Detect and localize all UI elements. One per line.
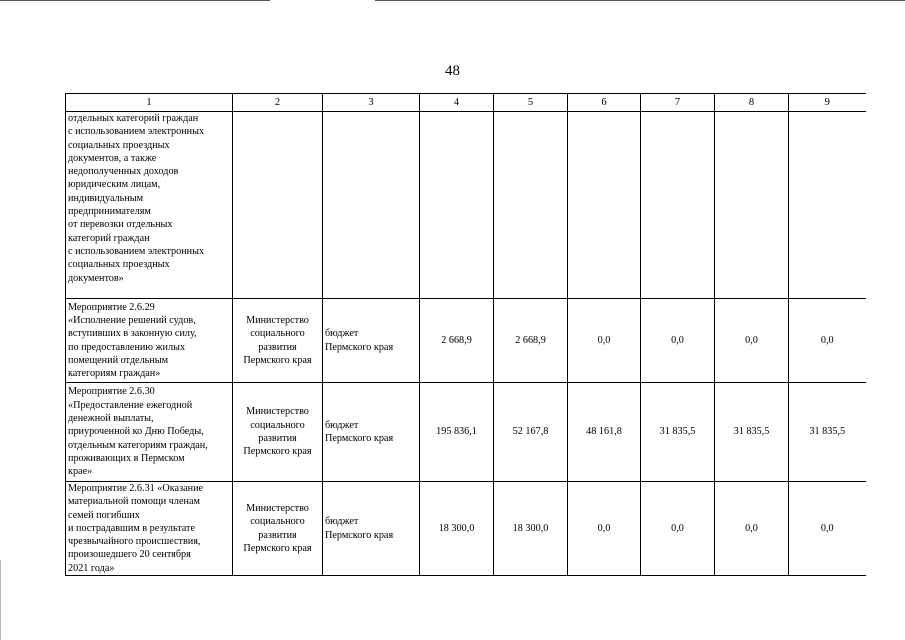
measure-name-cell: Мероприятие 2.6.30 «Предоставление ежегодной денежной выплаты, приуроченной ко Дню Победы, отдельным категориям граждан, проживающих в Пермском крае»	[66, 383, 233, 482]
executor-cell: Министерство социального развития Пермского края	[233, 383, 323, 482]
value-cell: 195 836,1	[420, 383, 494, 482]
scan-edge	[0, 0, 905, 2]
column-header: 5	[494, 94, 568, 112]
value-cell: 31 835,5	[715, 383, 789, 482]
value-cell: 31 835,5	[789, 383, 866, 482]
table-row	[66, 482, 866, 576]
empty-cell	[568, 112, 641, 299]
value-cell: 31 835,5	[641, 383, 715, 482]
empty-cell	[715, 112, 789, 299]
executor-cell: Министерство социального развития Пермского края	[233, 482, 323, 576]
value-cell: 52 167,8	[494, 383, 568, 482]
budget-table	[65, 93, 866, 576]
executor-cell: Министерство социального развития Пермского края	[233, 299, 323, 383]
page-number: 48	[445, 63, 460, 79]
value-cell: 48 161,8	[568, 383, 641, 482]
table-row	[66, 383, 866, 482]
value-cell: 2 668,9	[420, 299, 494, 383]
measure-name-cell: отдельных категорий граждан с использованием электронных социальных проездных документов, а также недополученных доходов юридическим лицам, индивидуальным предпринимателям от перевозки отдельных категорий граждан с использованием электронных социальных проездных документов»	[66, 112, 233, 299]
value-cell: 0,0	[715, 482, 789, 576]
value-cell: 0,0	[715, 299, 789, 383]
column-header: 1	[66, 94, 233, 112]
value-cell: 0,0	[568, 482, 641, 576]
empty-cell	[494, 112, 568, 299]
measure-name-cell: Мероприятие 2.6.31 «Оказание материальной помощи членам семей погибших и пострадавшим в результате чрезвычайного происшествия, произошедшего 20 сентября 2021 года»	[66, 482, 233, 576]
column-header: 9	[789, 94, 866, 112]
value-cell: 18 300,0	[494, 482, 568, 576]
funding-source-cell: бюджет Пермского края	[323, 482, 420, 576]
value-cell: 0,0	[641, 482, 715, 576]
value-cell: 0,0	[568, 299, 641, 383]
value-cell: 2 668,9	[494, 299, 568, 383]
column-header: 6	[568, 94, 641, 112]
empty-cell	[420, 112, 494, 299]
value-cell: 18 300,0	[420, 482, 494, 576]
empty-cell	[641, 112, 715, 299]
empty-cell	[233, 112, 323, 299]
empty-cell	[323, 112, 420, 299]
column-header: 3	[323, 94, 420, 112]
funding-source-cell: бюджет Пермского края	[323, 383, 420, 482]
scan-edge-mark	[0, 560, 4, 640]
table-header-row	[66, 94, 866, 112]
column-header: 7	[641, 94, 715, 112]
funding-source-cell: бюджет Пермского края	[323, 299, 420, 383]
table-row	[66, 112, 866, 299]
value-cell: 0,0	[789, 299, 866, 383]
column-header: 8	[715, 94, 789, 112]
measure-name-cell: Мероприятие 2.6.29 «Исполнение решений судов, вступивших в законную силу, по предоставлению жилых помещений отдельным категориям граждан»	[66, 299, 233, 383]
column-header: 2	[233, 94, 323, 112]
value-cell: 0,0	[641, 299, 715, 383]
value-cell: 0,0	[789, 482, 866, 576]
empty-cell	[789, 112, 866, 299]
table-row	[66, 299, 866, 383]
column-header: 4	[420, 94, 494, 112]
